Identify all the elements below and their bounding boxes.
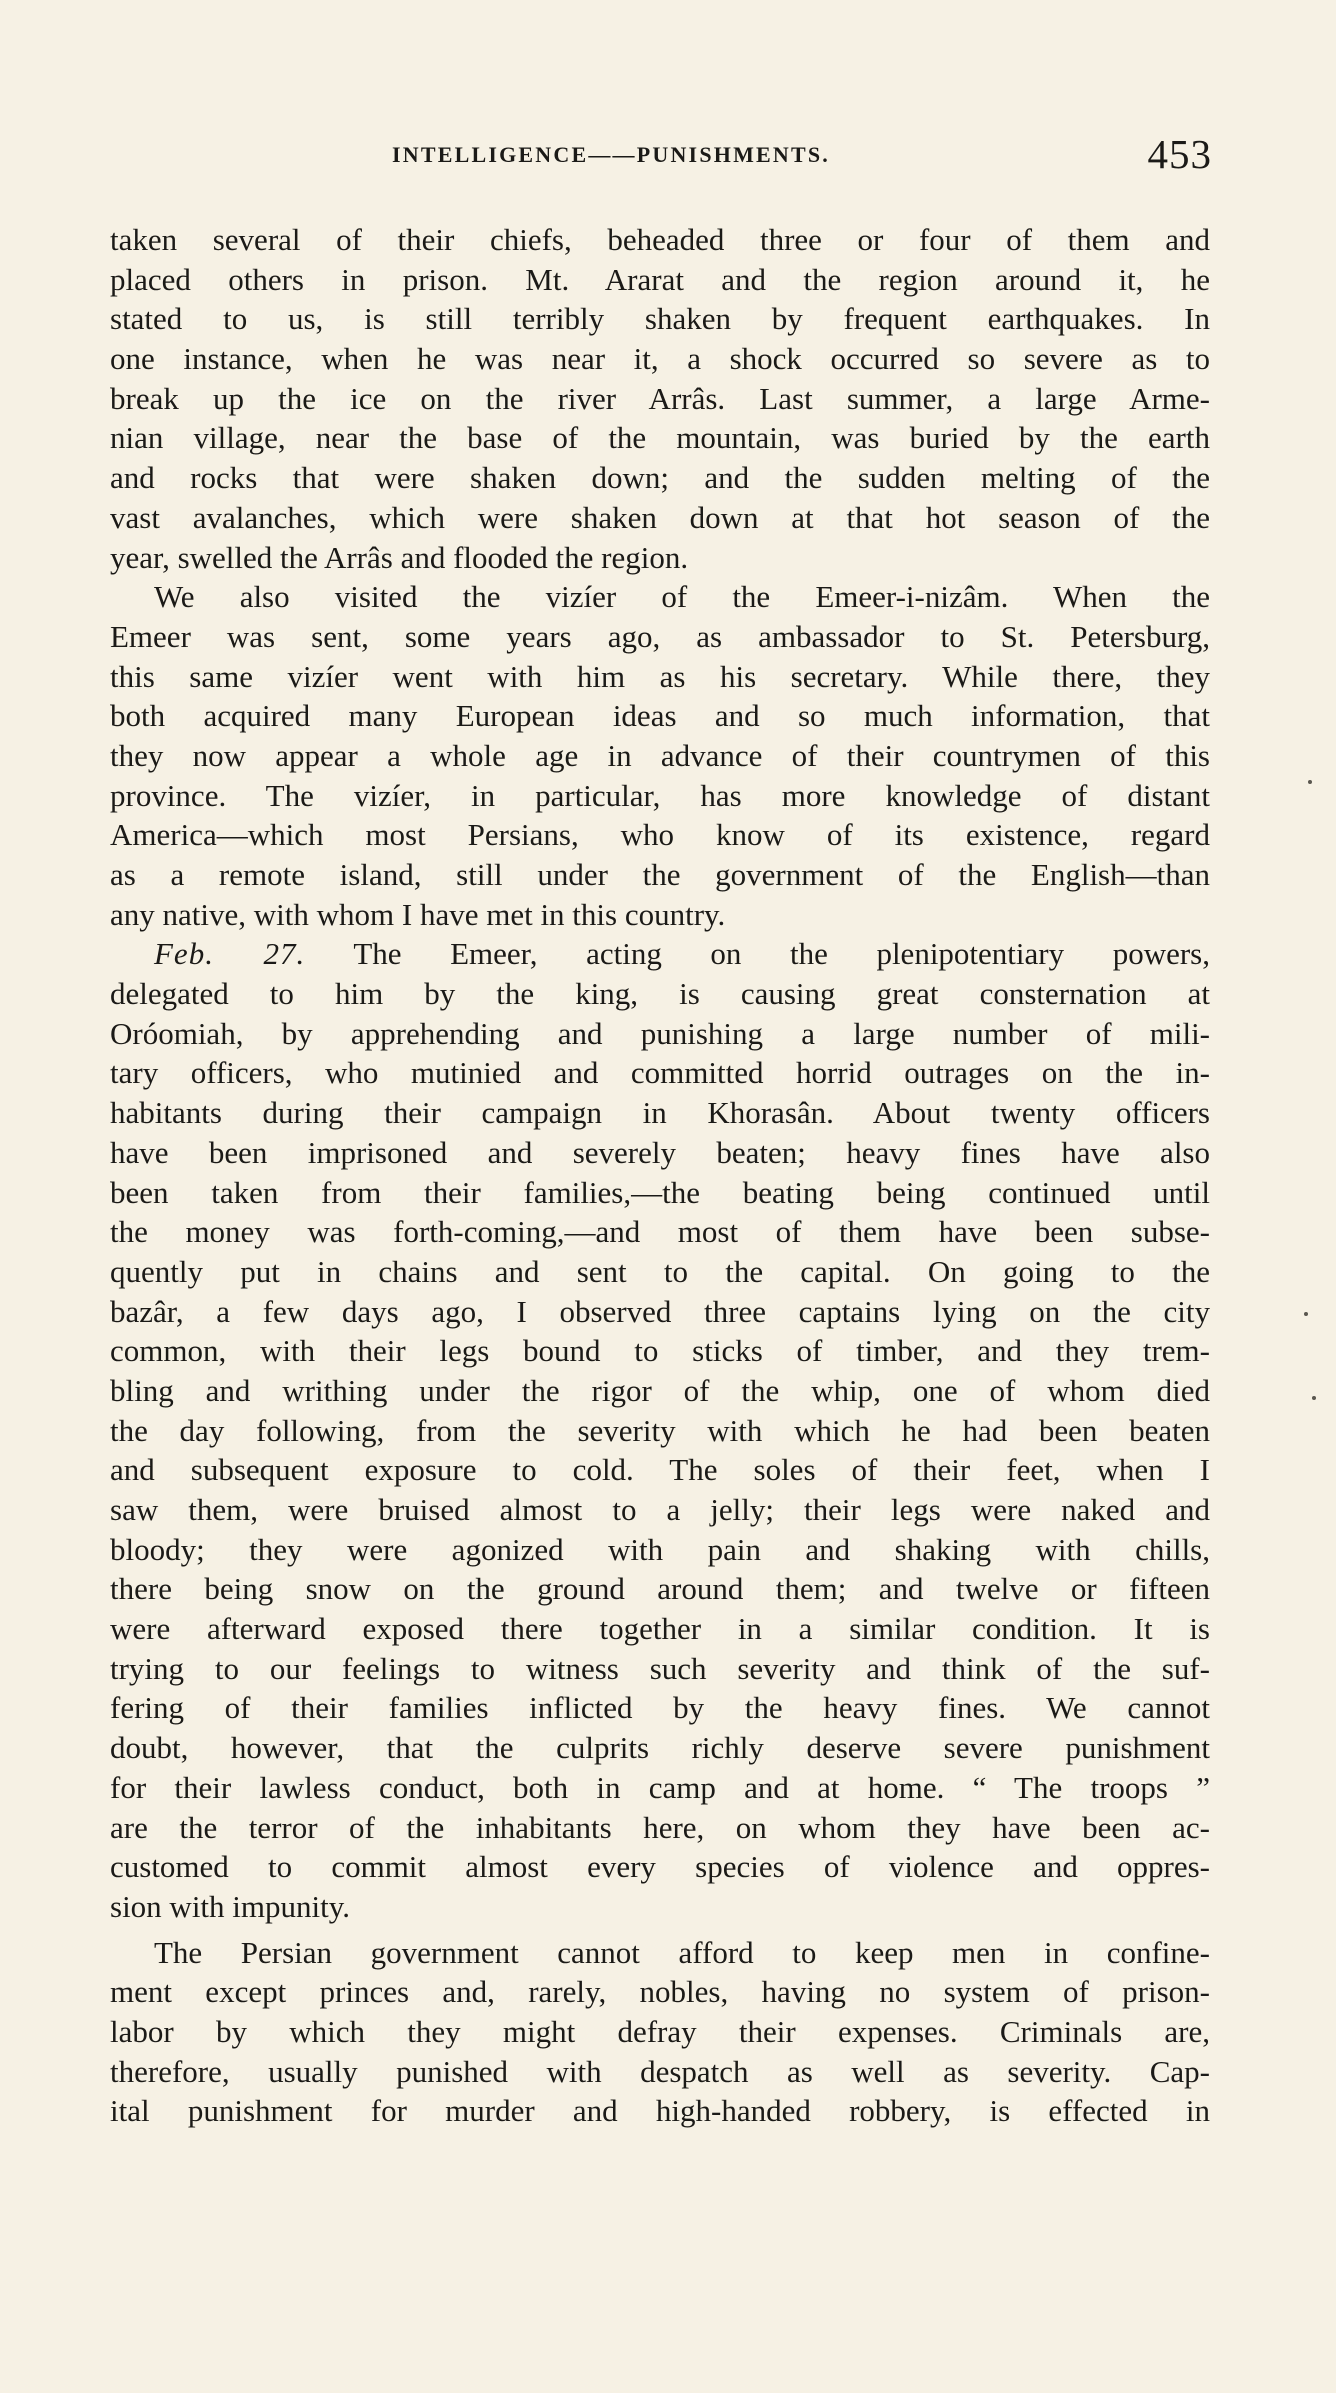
- entry-date: Feb. 27.: [154, 936, 306, 972]
- text-line: Emeer was sent, some years ago, as ambassador to St. Petersburg,: [110, 618, 1210, 654]
- text-line-content: The Emeer, acting on the plenipotentiary powers,: [353, 936, 1210, 972]
- text-line: America—which most Persians, who know of its existence, regard: [110, 817, 1210, 853]
- text-line: there being snow on the ground around them; and twelve or fifteen: [110, 1571, 1210, 1607]
- text-line: trying to our feelings to witness such severity and think of the suf-: [110, 1650, 1210, 1686]
- text-line: doubt, however, that the culprits richly deserve severe punishment: [110, 1730, 1210, 1766]
- paragraph-3: [110, 934, 1210, 1926]
- text-line: the day following, from the severity with which he had been beaten: [110, 1412, 1210, 1448]
- text-line: quently put in chains and sent to the capital. On going to the: [110, 1253, 1210, 1289]
- text-line: both acquired many European ideas and so much information, that: [110, 698, 1210, 734]
- running-title: INTELLIGENCE——PUNISHMENTS.: [392, 142, 830, 167]
- text-line: for their lawless conduct, both in camp and at home. “ The troops ”: [110, 1769, 1210, 1805]
- text-line: break up the ice on the river Arrâs. Last summer, a large Arme-: [110, 380, 1210, 416]
- running-head: [110, 131, 1212, 178]
- text-line: province. The vizíer, in particular, has more knowledge of distant: [110, 777, 1210, 813]
- text-line: one instance, when he was near it, a shock occurred so severe as to: [110, 341, 1210, 377]
- text-line: tary officers, who mutinied and committed horrid outrages on the in-: [110, 1055, 1210, 1091]
- paragraph-1: [110, 220, 1210, 577]
- text-line: stated to us, is still terribly shaken by frequent earthquakes. In: [110, 301, 1210, 337]
- text-line: this same vizíer went with him as his secretary. While there, they: [110, 658, 1210, 694]
- margin-speck: [1312, 1396, 1316, 1400]
- text-line: and subsequent exposure to cold. The soles of their feet, when I: [110, 1452, 1210, 1488]
- text-line: fering of their families inflicted by the heavy fines. We cannot: [110, 1690, 1210, 1726]
- body-text: [110, 220, 1210, 2131]
- text-line: customed to commit almost every species of violence and oppres-: [110, 1849, 1210, 1885]
- text-line: We also visited the vizíer of the Emeer-i-nizâm. When the: [154, 579, 1210, 615]
- text-line: bazâr, a few days ago, I observed three captains lying on the city: [110, 1293, 1210, 1329]
- margin-speck: [1308, 780, 1312, 784]
- page-number: 453: [1147, 131, 1212, 177]
- text-line: been taken from their families,—the beating being continued until: [110, 1174, 1210, 1210]
- text-line: they now appear a whole age in advance of their countrymen of this: [110, 737, 1210, 773]
- text-line: [110, 934, 1210, 974]
- text-line: have been imprisoned and severely beaten; heavy fines have also: [110, 1134, 1210, 1170]
- text-line: bloody; they were agonized with pain and shaking with chills,: [110, 1531, 1210, 1567]
- text-line: ital punishment for murder and high-handed robbery, is effected in: [110, 2093, 1210, 2129]
- text-line: are the terror of the inhabitants here, on whom they have been ac-: [110, 1809, 1210, 1845]
- paragraph-2: [110, 577, 1210, 934]
- text-line: any native, with whom I have met in this country.: [110, 896, 726, 932]
- text-line: saw them, were bruised almost to a jelly; their legs were naked and: [110, 1492, 1210, 1527]
- text-line: labor by which they might defray their expenses. Criminals are,: [110, 2013, 1210, 2049]
- text-line: therefore, usually punished with despatch as well as severity. Cap-: [110, 2053, 1210, 2089]
- text-line: common, with their legs bound to sticks of timber, and they trem-: [110, 1333, 1210, 1369]
- text-line: as a remote island, still under the government of the English—than: [110, 857, 1210, 892]
- text-line: The Persian government cannot afford to keep men in confine-: [154, 1934, 1210, 1970]
- text-line: the money was forth-coming,—and most of them have been subse-: [110, 1214, 1210, 1250]
- text-line: ment except princes and, rarely, nobles, having no system of prison-: [110, 1974, 1210, 2010]
- text-line: and rocks that were shaken down; and the sudden melting of the: [110, 460, 1210, 496]
- text-line: delegated to him by the king, is causing great consternation at: [110, 976, 1210, 1012]
- text-line: taken several of their chiefs, beheaded three or four of them and: [110, 222, 1210, 257]
- text-line: bling and writhing under the rigor of the whip, one of whom died: [110, 1372, 1210, 1408]
- text-line: vast avalanches, which were shaken down at that hot season of the: [110, 499, 1210, 535]
- text-line: were afterward exposed there together in a similar condition. It is: [110, 1611, 1210, 1647]
- text-line: nian village, near the base of the mountain, was buried by the earth: [110, 420, 1210, 456]
- paragraph-4: [110, 1933, 1210, 2131]
- text-line: sion with impunity.: [110, 1888, 350, 1924]
- margin-speck: [1304, 1312, 1308, 1316]
- text-line: habitants during their campaign in Khorasân. About twenty officers: [110, 1095, 1210, 1131]
- text-line: placed others in prison. Mt. Ararat and the region around it, he: [110, 261, 1210, 297]
- text-line: Oróomiah, by apprehending and punishing a large number of mili-: [110, 1015, 1210, 1051]
- text-line: year, swelled the Arrâs and flooded the region.: [110, 539, 689, 575]
